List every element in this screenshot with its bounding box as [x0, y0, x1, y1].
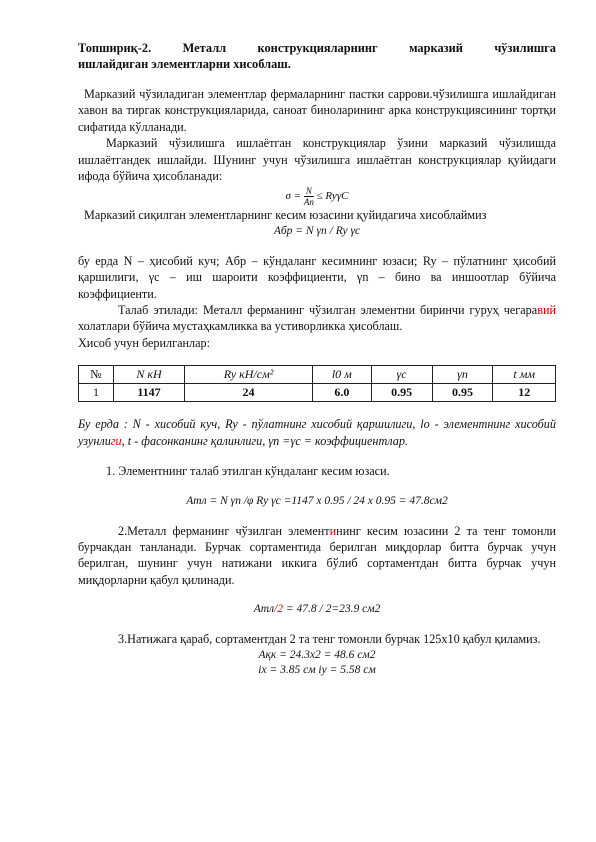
step-2-text-a: 2.Металл ферманинг чўзилган элемент — [118, 523, 330, 538]
formula-sigma-left: σ = — [285, 190, 302, 203]
table-header-row — [79, 366, 556, 384]
requirement-text-red: вий — [537, 303, 556, 318]
paragraph-requirement — [78, 302, 556, 335]
step-3-formula-radius: ix = 3.85 см iy = 5.58 см — [258, 663, 376, 676]
step-2-formula — [78, 602, 556, 617]
table-header-cell: № — [79, 366, 114, 384]
table-cell: 0.95 — [432, 384, 493, 402]
paragraph-note — [78, 416, 556, 449]
document-page — [78, 40, 556, 678]
step-2-text-red: и — [329, 523, 337, 538]
formula-fraction — [304, 186, 314, 207]
given-data-table — [78, 365, 556, 402]
task-title-line1: Топшириқ-2. Металл конструкцияларнинг марказий чўзилишга — [78, 41, 556, 55]
table-header-cell: γc — [371, 366, 432, 384]
note-text-b: , t - фасонканинг қалинлиги, γn =γc = коэффициентлар. — [121, 433, 408, 448]
step-2-text — [78, 523, 556, 589]
table-cell: 0.95 — [371, 384, 432, 402]
table-cell: 6.0 — [313, 384, 372, 402]
table-row — [79, 384, 556, 402]
formula-sigma-right: ≤ RyγC — [316, 190, 349, 203]
table-cell: 1147 — [114, 384, 185, 402]
formula-denominator: An — [303, 197, 314, 208]
paragraph-tension: Марказий чўзилишга ишлаётган конструкциялар ўзини марказий чўзилишда ишлаётгандек ишлайди. Шунинг учун чўзилишга ишлаётган конструкциялар қуйидаги ифода бўйича ҳисобланади: — [78, 136, 556, 184]
paragraph-legend: бу ерда N – ҳисобий куч; Aбр – кўндаланг кесимнинг юзаси; Ry – пўлатнинг ҳисобий қаршилиги, γc – иш шароити коэффициенти, γn – бино ва иншоотлар бўйича коэффициенти. — [78, 253, 556, 301]
table-cell: 24 — [185, 384, 313, 402]
paragraph-compression: Марказий сиқилган элементларнинг кесим юзасини қуйидагича хисоблаймиз — [84, 208, 487, 223]
step-2-text-b: нинг кесим юзасини 2 та тенг томонли бурчакдан танланади. Бурчак сортаментида берилган миқдорлар битта бурчак учун берилган, шунинг учун натижани иккига бўлиб сортаментдан битта бурчак учун миқдорларни қабул қилинади. — [78, 523, 556, 587]
task-title-line2: ишлайдиган элементларни хисоблаш. — [78, 57, 291, 71]
step-2-formula-red: /2 — [274, 603, 283, 616]
table-header-cell: Ry кН/см² — [185, 366, 313, 384]
formula-area: Aбр = N γn / Ry γc — [273, 224, 361, 237]
table-header-cell: l0 м — [313, 366, 372, 384]
step-3-text: 3.Натижага қараб, сортаментдан 2 та тенг томонли бурчак 125x10 қабул қиламиз. — [118, 632, 541, 647]
table-cell: 12 — [493, 384, 556, 402]
paragraph-given: Хисоб учун берилганлар: — [78, 335, 211, 350]
table-cell: 1 — [79, 384, 114, 402]
requirement-text-b: холатлари бўйича мустаҳкамликка ва устиворликка ҳисоблаш. — [78, 319, 403, 334]
step-2-formula-a: Aтл — [253, 603, 275, 616]
table-header-cell: t мм — [493, 366, 556, 384]
requirement-text-a: Талаб этилади: Металл ферманинг чўзилган элементни биринчи гуруҳ чегара — [118, 303, 538, 318]
table-header-cell: γn — [432, 366, 493, 384]
step-1-formula: Aтл = N γn /φ Ry γc =1147 x 0.95 / 24 x 0.95 = 47.8см2 — [186, 494, 448, 507]
note-text-a: Бу ерда : N - хисобий куч, Ry - пўлатнинг хисобий қаршилиги, lo - элементнинг хисобий узунли — [78, 417, 556, 448]
formula-numerator: N — [305, 186, 312, 197]
step-1-text: 1. Элементнинг талаб этилган кўндаланг кесим юзаси. — [106, 464, 390, 479]
step-3-formula-area: Aқк = 24.3x2 = 48.6 см2 — [258, 648, 376, 661]
step-2-formula-b: = 47.8 / 2=23.9 см2 — [283, 603, 381, 616]
table-header-cell: N кН — [114, 366, 185, 384]
formula-stress — [78, 186, 556, 207]
paragraph-intro: Марказий чўзиладиган элементлар фермаларнинг пастки саррови.чўзилишга ишлайдиган хавон ва тиргак конструкцияларида, саноат биноларининг арка конструкциясининг тортқи сифатида кўлланади. — [78, 87, 556, 134]
note-text-red: ги — [110, 433, 122, 448]
